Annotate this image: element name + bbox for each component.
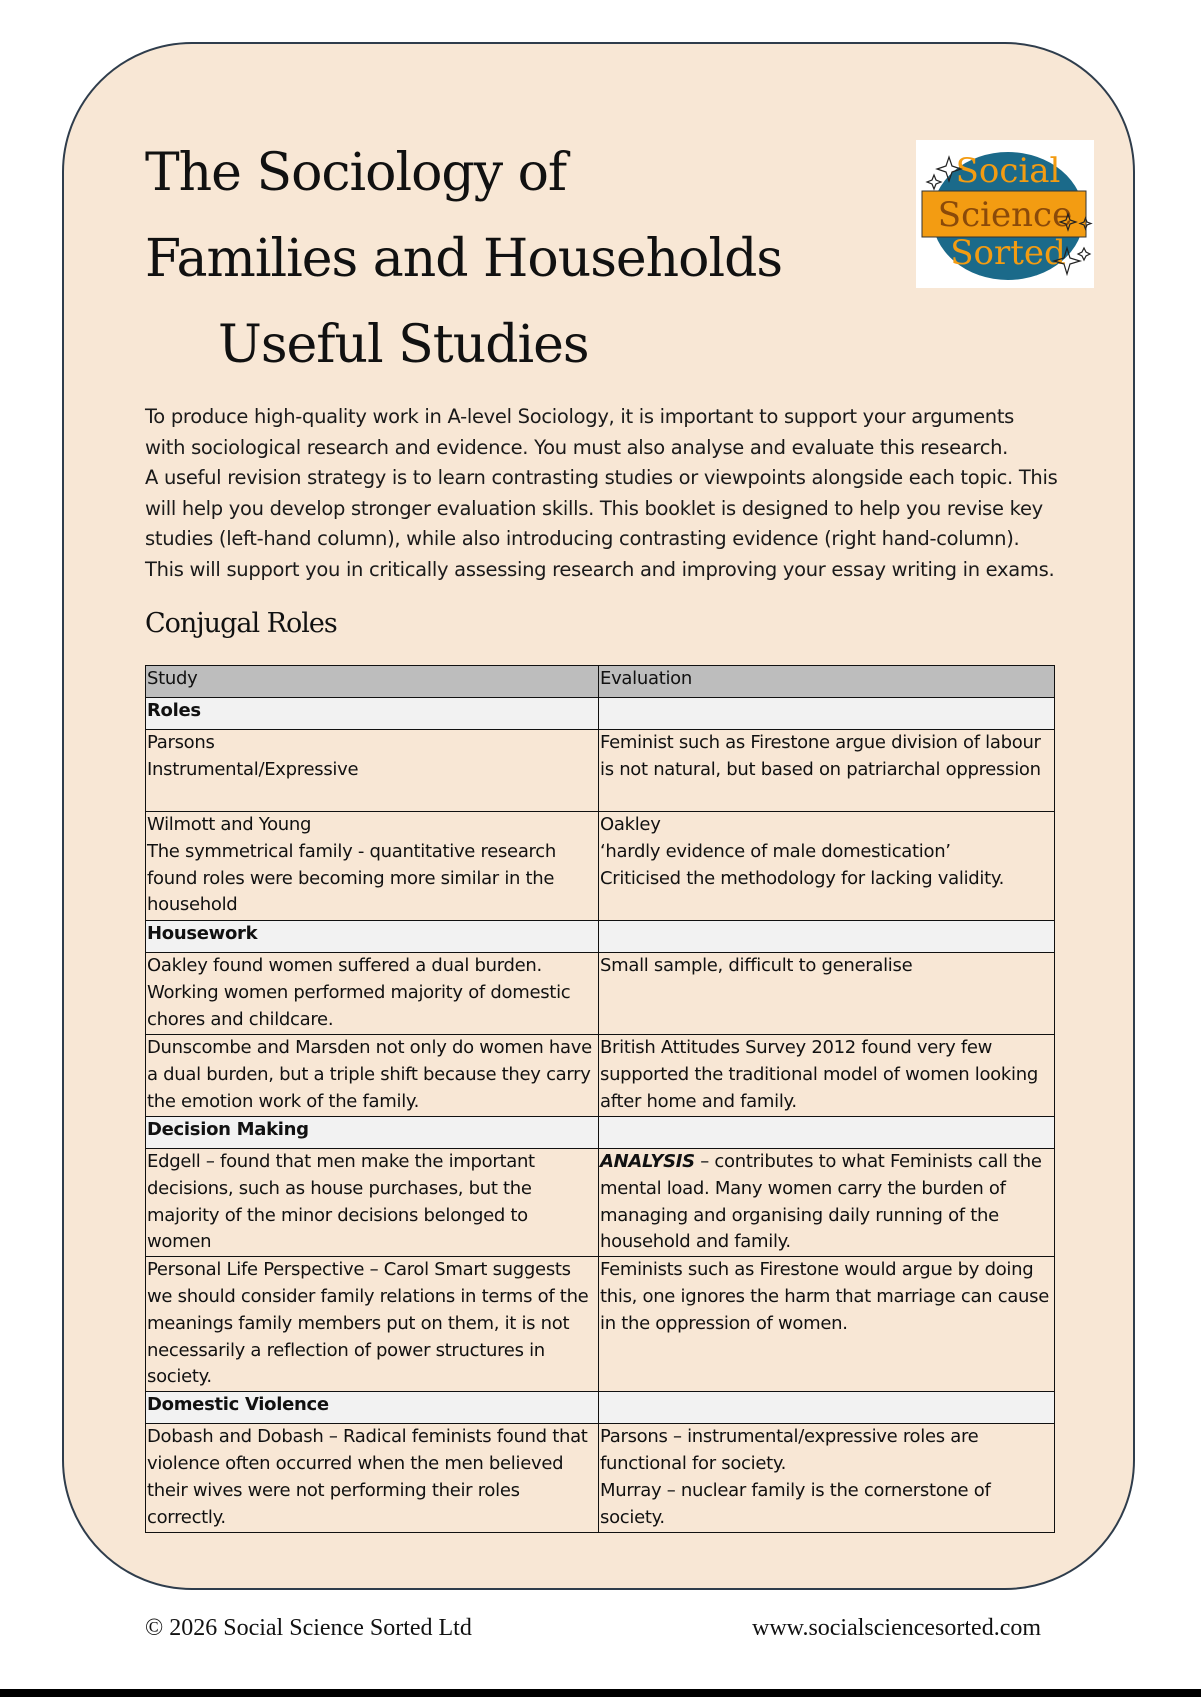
study-cell: Oakley found women suffered a dual burden. Working women performed majority of domestic chores and childcare. — [146, 953, 599, 1035]
study-cell: Wilmott and Young The symmetrical family - quantitative research found roles were becoming more similar in the household — [146, 812, 599, 921]
table-header-row — [146, 666, 1055, 698]
page-title — [145, 130, 782, 388]
intro-paragraph-1: To produce high-quality work in A-level Sociology, it is important to support your arguments with sociological research and evidence. You must also analyse and evaluate this research. — [145, 405, 1015, 459]
section-heading: Conjugal Roles — [145, 608, 337, 639]
footer-copyright: © 2026 Social Science Sorted Ltd — [145, 1615, 472, 1641]
category-row — [146, 921, 1055, 953]
column-header-study: Study — [146, 666, 599, 698]
table-row — [146, 730, 1055, 812]
studies-table — [145, 665, 1055, 1533]
svg-text:Social: Social — [955, 151, 1061, 191]
category-row — [146, 698, 1055, 730]
evaluation-cell: Parsons – instrumental/expressive roles are functional for society. Murray – nuclear family is the cornerstone of society. — [599, 1424, 1055, 1533]
svg-text:Science: Science — [937, 195, 1073, 235]
svg-text:Sorted: Sorted — [950, 233, 1066, 273]
intro-text — [145, 402, 1060, 585]
bottom-border — [0, 1689, 1201, 1697]
category-row — [146, 1117, 1055, 1149]
evaluation-cell: Feminist such as Firestone argue division of labour is not natural, but based on patriarchal oppression — [599, 730, 1055, 812]
evaluation-cell: Feminists such as Firestone would argue by doing this, one ignores the harm that marriage can cause in the oppression of women. — [599, 1257, 1055, 1392]
category-label: Roles — [146, 698, 599, 730]
study-cell: Parsons Instrumental/Expressive — [146, 730, 599, 812]
analysis-label: ANALYSIS — [600, 1151, 695, 1172]
category-label: Domestic Violence — [146, 1392, 599, 1424]
table-row — [146, 1257, 1055, 1392]
category-label: Decision Making — [146, 1117, 599, 1149]
category-label: Housework — [146, 921, 599, 953]
study-cell: Personal Life Perspective – Carol Smart suggests we should consider family relations in terms of the meanings family members put on them, it is not necessarily a reflection of power structures in society. — [146, 1257, 599, 1392]
column-header-evaluation: Evaluation — [599, 666, 1055, 698]
title-line-3: Useful Studies — [218, 315, 589, 375]
evaluation-cell: Small sample, difficult to generalise — [599, 953, 1055, 1035]
footer-website[interactable]: www.socialsciencesorted.com — [752, 1615, 1042, 1641]
table-row — [146, 953, 1055, 1035]
title-line-1: The Sociology of — [145, 143, 567, 203]
social-science-sorted-logo — [916, 140, 1094, 288]
table-row — [146, 1424, 1055, 1533]
evaluation-cell: ANALYSIS – contributes to what Feminists call the mental load. Many women carry the burden of managing and organising daily running of the household and family. — [599, 1149, 1055, 1257]
category-row — [146, 1392, 1055, 1424]
logo-graphic — [916, 140, 1094, 288]
table-row — [146, 1035, 1055, 1117]
study-cell: Dunscombe and Marsden not only do women have a dual burden, but a triple shift because they carry the emotion work of the family. — [146, 1035, 599, 1117]
evaluation-cell: Oakley ‘hardly evidence of male domestication’ Criticised the methodology for lacking validity. — [599, 812, 1055, 921]
study-cell: Edgell – found that men make the important decisions, such as house purchases, but the majority of the minor decisions belonged to women — [146, 1149, 599, 1257]
intro-paragraph-2: A useful revision strategy is to learn contrasting studies or viewpoints alongside each topic. This will help you develop stronger evaluation skills. This booklet is designed to help you revise key studies (left-hand column), while also introducing contrasting evidence (right hand-column). This will support you in critically assessing research and improving your essay writing in exams. — [145, 466, 1058, 581]
title-line-2: Families and Households — [145, 229, 783, 289]
table-row — [146, 812, 1055, 921]
evaluation-cell: British Attitudes Survey 2012 found very few supported the traditional model of women looking after home and family. — [599, 1035, 1055, 1117]
table-row — [146, 1149, 1055, 1257]
study-cell: Dobash and Dobash – Radical feminists found that violence often occurred when the men believed their wives were not performing their roles correctly. — [146, 1424, 599, 1533]
